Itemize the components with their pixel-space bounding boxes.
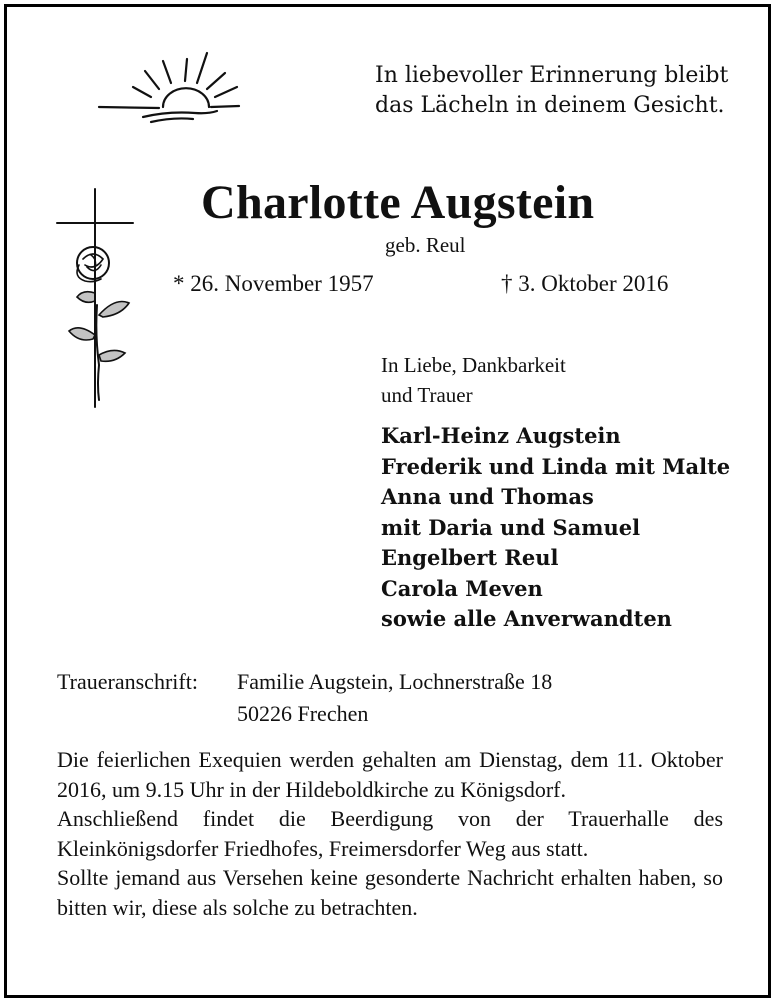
mourner-name: Frederik und Linda mit Malte: [381, 453, 731, 479]
notice-paragraph-burial: Anschließend findet die Beerdigung von der Trauerhalle des Kleinkönigsdorfer Friedhofes, Freimersdorfer Weg aus statt.: [57, 806, 723, 861]
funeral-notice: [57, 745, 723, 922]
rising-sun-icon: [93, 47, 243, 127]
memorial-quote: [375, 61, 728, 121]
address-line-1: Familie Augstein, Lochnerstraße 18: [237, 669, 553, 694]
family-intro-line-2: und Trauer: [381, 383, 473, 407]
family-intro-line-1: In Liebe, Dankbarkeit: [381, 353, 566, 377]
mourners-list: [381, 421, 730, 635]
death-date: † 3. Oktober 2016: [501, 271, 669, 296]
birth-date: * 26. November 1957: [173, 271, 374, 296]
notice-paragraph-notification: Sollte jemand aus Versehen keine gesonderte Nachricht erhalten haben, so bitten wir, diese als solche zu betrachten.: [57, 865, 723, 920]
address-label: Traueranschrift:: [57, 669, 198, 694]
address-line-2: 50226 Frechen: [237, 701, 369, 726]
cross-with-rose-icon: [55, 185, 140, 410]
mourner-name: Karl-Heinz Augstein: [381, 423, 621, 448]
deceased-name: Charlotte Augstein: [201, 176, 595, 229]
family-intro: [381, 350, 566, 410]
mourner-name: Engelbert Reul: [381, 545, 559, 570]
quote-line-2: das Lächeln in deinem Gesicht.: [375, 93, 725, 118]
notice-paragraph-service: Die feierlichen Exequien werden gehalten am Dienstag, dem 11. Oktober 2016, um 9.15 Uhr in der Hildeboldkirche zu Königsdorf.: [57, 747, 723, 802]
mourner-name: mit Daria und Samuel: [381, 514, 641, 540]
obituary-frame: [4, 4, 771, 998]
mourner-name: sowie alle Anverwandten: [381, 606, 672, 631]
mourner-name: Carola Meven: [381, 575, 543, 601]
maiden-name: geb. Reul: [385, 233, 466, 257]
mourner-name: Anna und Thomas: [381, 484, 594, 509]
quote-line-1: In liebevoller Erinnerung bleibt: [375, 63, 729, 88]
